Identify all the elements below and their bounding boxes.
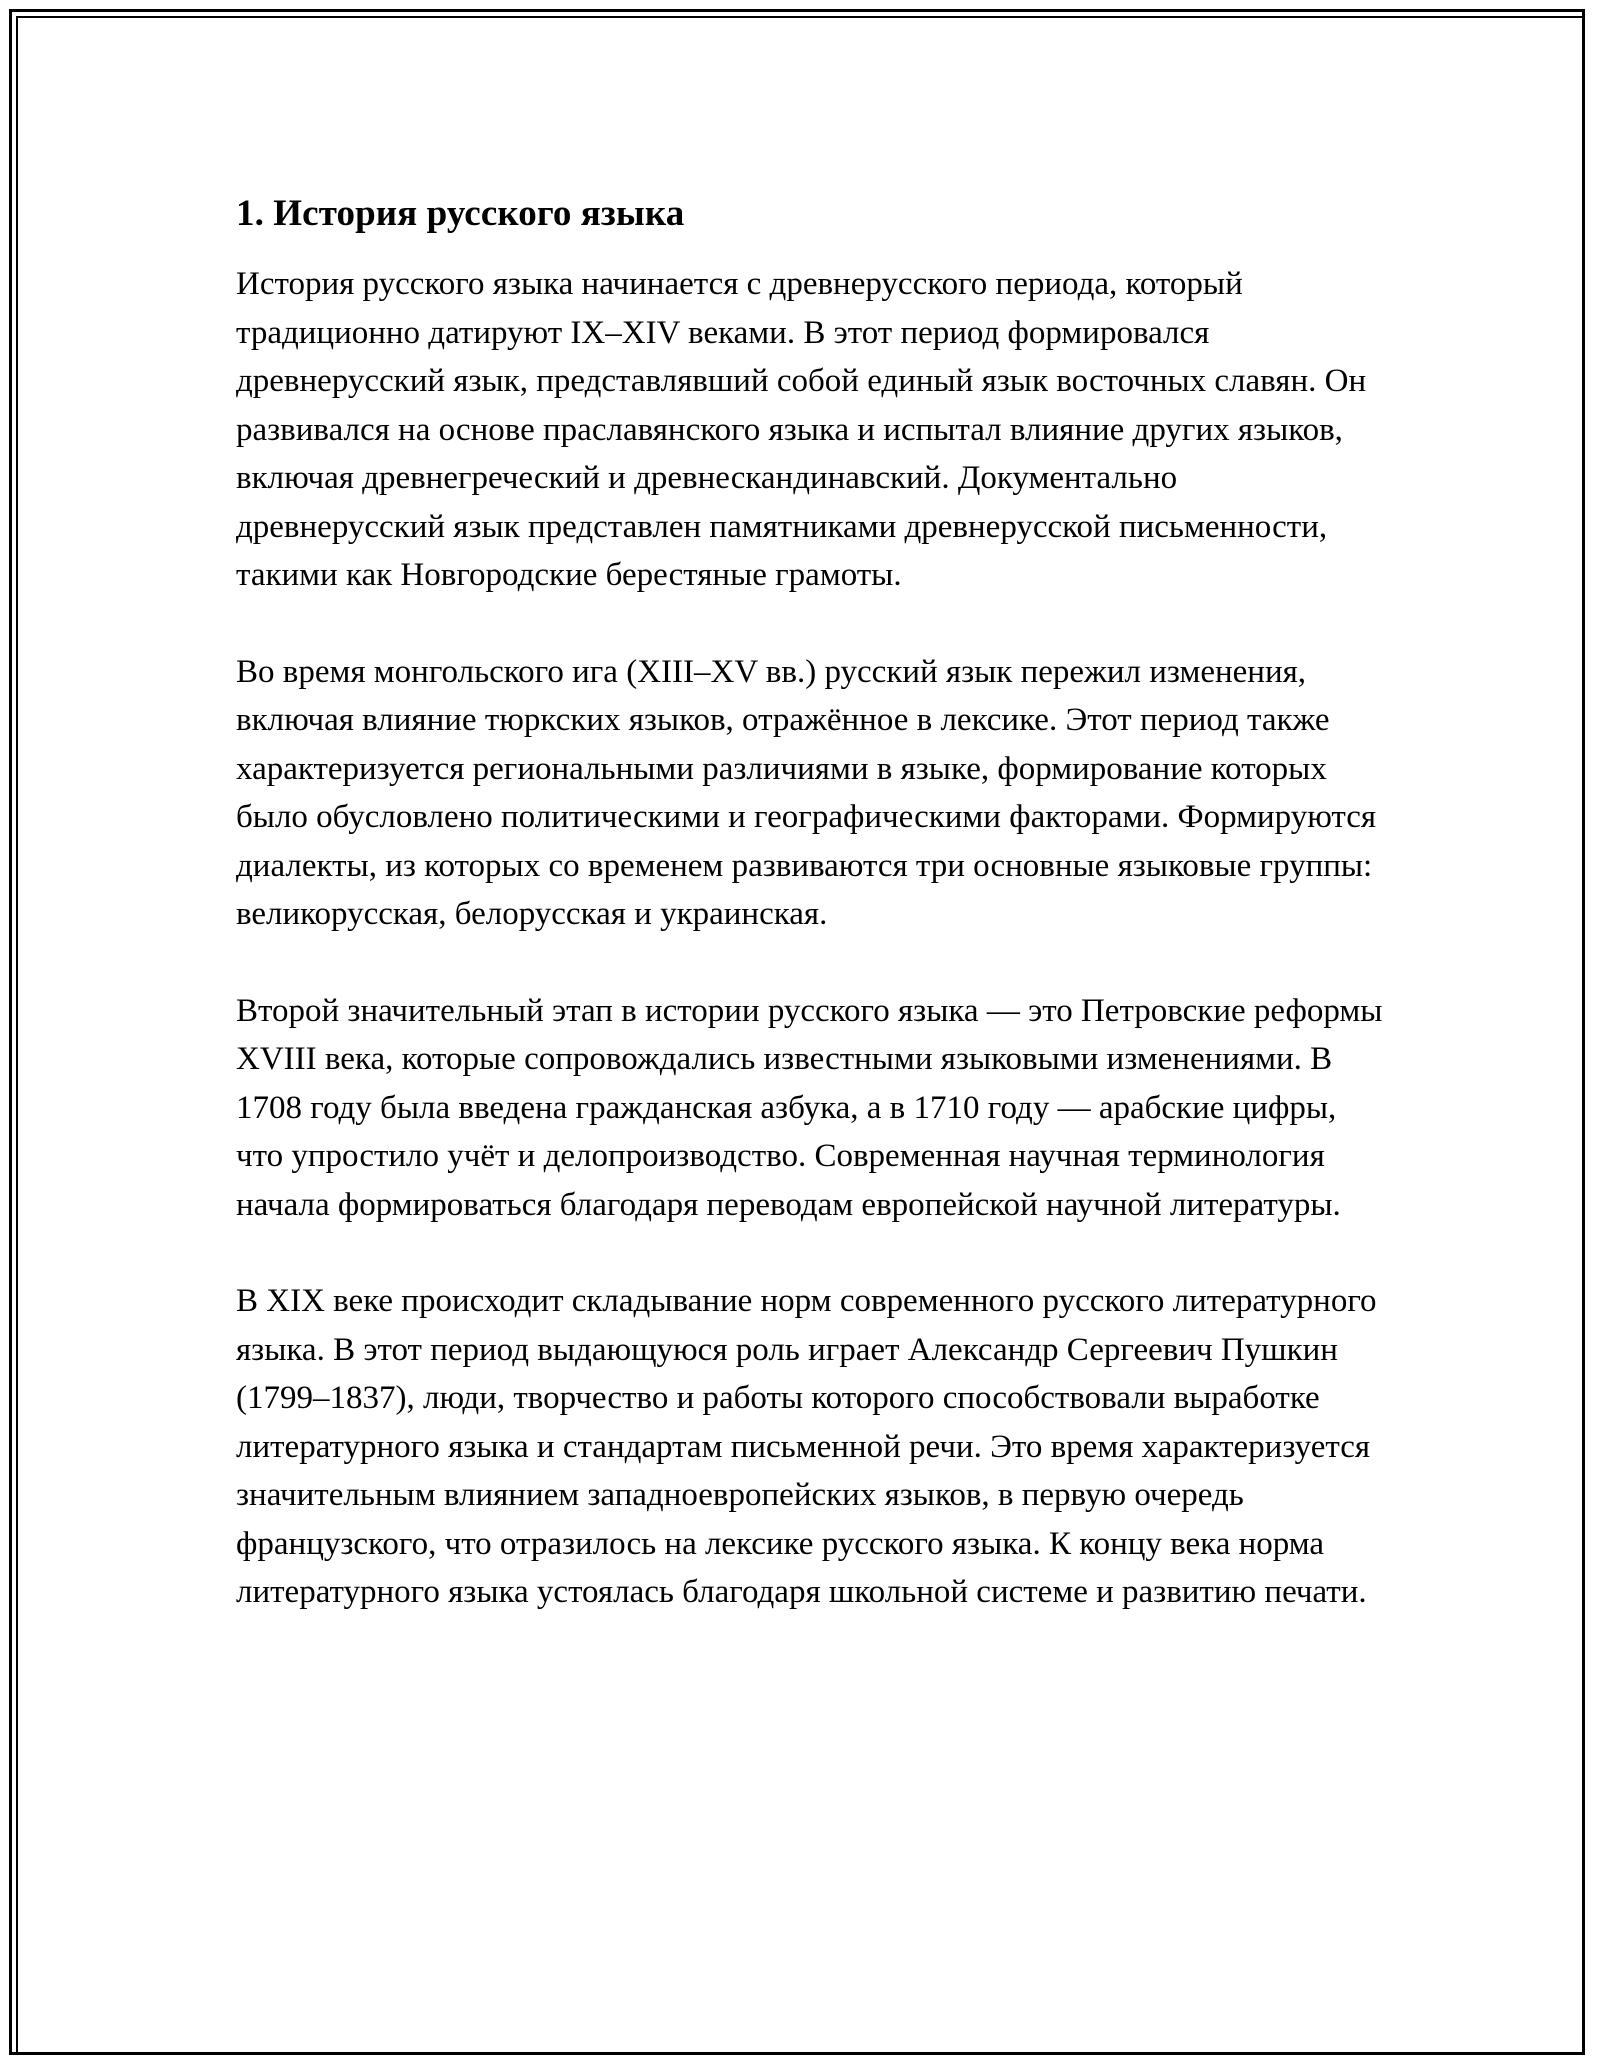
paragraph-nineteenth-century: В XIX веке происходит складывание норм современного русского литературного языка. В этот период выдающуюся роль играет Александр Сергеевич Пушкин (1799–1837), люди, творчество и работы которого способствовали выработке литературного языка и стандартам письменной речи. Это время характеризуется значительным влиянием западноевропейских языков, в первую очередь французского, что отразилось на лексике русского языка. К концу века норма литературного языка устоялась благодаря школьной системе и развитию печати.	[236, 1283, 1377, 1610]
paragraph-mongol-period: Во время монгольского ига (XIII–XV вв.) русский язык пережил изменения, включая влияние тюркских языков, отражённое в лексике. Этот период также характеризуется региональными различиями в языке, формирование которых было обусловлено политическими и географическими факторами. Формируются диалекты, из которых со временем развиваются три основные языковые группы: великорусская, белорусская и украинская.	[236, 653, 1377, 932]
document-body	[236, 190, 1386, 1665]
section-heading: 1. История русского языка	[236, 193, 685, 234]
paragraph-petrine-reforms: Второй значительный этап в истории русского языка — это Петровские реформы XVIII века, которые сопровождались известными языковыми изменениями. В 1708 году была введена гражданская азбука, а в 1710 году — арабские цифры, что упростило учёт и делопроизводство. Современная научная терминология начала формироваться благодаря переводам европейской научной литературы.	[236, 992, 1383, 1223]
paragraph-old-russian-period: История русского языка начинается с древнерусского периода, который традиционно датируют IX–XIV веками. В этот период формировался древнерусский язык, представлявший собой единый язык восточных славян. Он развивался на основе праславянского языка и испытал влияние других языков, включая древнегреческий и древнескандинавский. Документально древнерусский язык представлен памятниками древнерусской письменности, такими как Новгородские берестяные грамоты.	[236, 266, 1367, 593]
